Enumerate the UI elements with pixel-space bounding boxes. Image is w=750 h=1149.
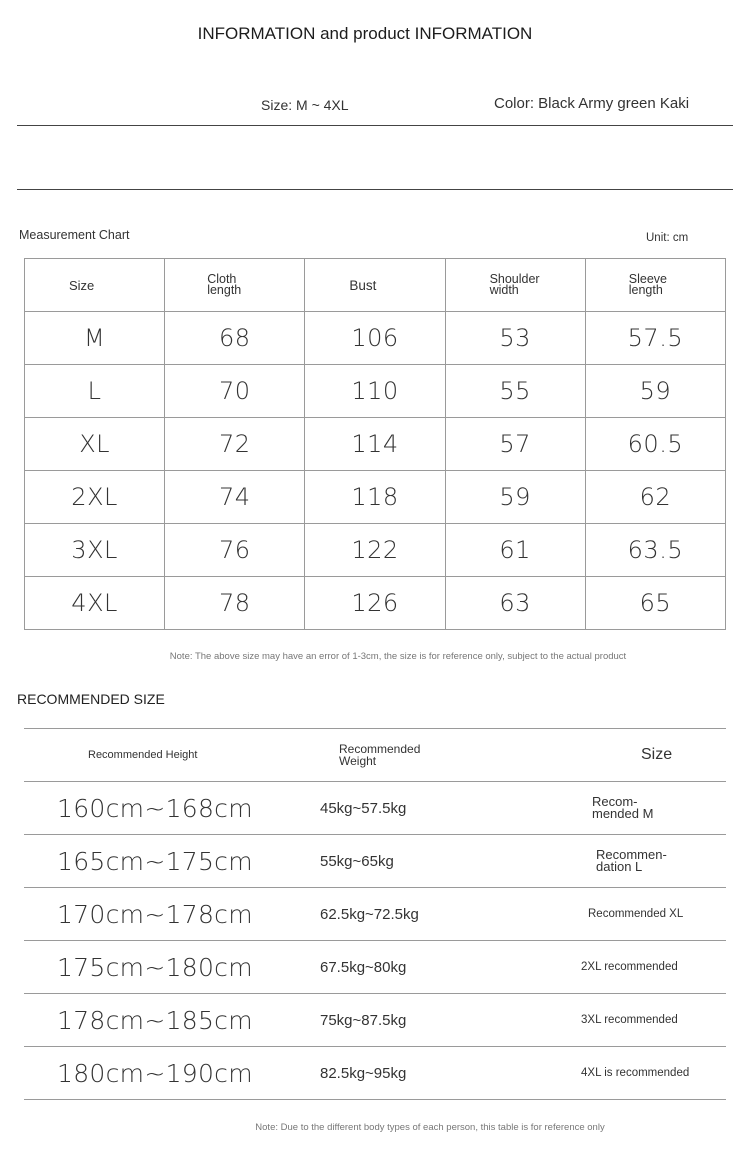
col-header-weight: Recommended Weight — [310, 729, 576, 782]
measurement-chart-title: Measurement Chart — [19, 228, 130, 242]
divider-bottom — [17, 189, 733, 190]
cell-size: L — [25, 365, 165, 418]
cell-cloth-length: 72 — [165, 418, 305, 471]
cell-bust: 126 — [305, 577, 445, 630]
col-header-cloth-length: Cloth length — [165, 259, 305, 312]
cell-shoulder-width: 59 — [445, 471, 585, 524]
cell-height: 180cm~190cm — [24, 1047, 310, 1100]
cell-sleeve-length: 60.5 — [585, 418, 725, 471]
cell-sleeve-length: 65 — [585, 577, 725, 630]
recommended-size-title: RECOMMENDED SIZE — [17, 691, 165, 707]
col-header-shoulder-width: Shoulder width — [445, 259, 585, 312]
measurement-header-row — [25, 259, 726, 312]
recommended-row — [24, 835, 726, 888]
cell-shoulder-width: 57 — [445, 418, 585, 471]
recommended-header-row — [24, 729, 726, 782]
cell-bust: 110 — [305, 365, 445, 418]
cell-height: 175cm~180cm — [24, 941, 310, 994]
cell-weight: 67.5kg~80kg — [310, 941, 576, 994]
cell-sleeve-length: 62 — [585, 471, 725, 524]
cell-bust: 122 — [305, 524, 445, 577]
recommended-row — [24, 941, 726, 994]
cell-height: 160cm~168cm — [24, 782, 310, 835]
cell-height: 170cm~178cm — [24, 888, 310, 941]
divider-top — [17, 125, 733, 126]
cell-size: 2XL — [25, 471, 165, 524]
col-header-bust: Bust — [305, 259, 445, 312]
size-range: Size: M ~ 4XL — [261, 97, 349, 113]
cell-cloth-length: 74 — [165, 471, 305, 524]
cell-weight: 82.5kg~95kg — [310, 1047, 576, 1100]
cell-weight: 75kg~87.5kg — [310, 994, 576, 1047]
cell-size: 3XL — [25, 524, 165, 577]
cell-cloth-length: 76 — [165, 524, 305, 577]
unit-label: Unit: cm — [646, 232, 689, 244]
cell-rec-size: Recommended XL — [576, 888, 726, 941]
measurement-row — [25, 312, 726, 365]
recommended-row — [24, 888, 726, 941]
cell-shoulder-width: 53 — [445, 312, 585, 365]
cell-sleeve-length: 57.5 — [585, 312, 725, 365]
cell-size: M — [25, 312, 165, 365]
cell-sleeve-length: 63.5 — [585, 524, 725, 577]
cell-shoulder-width: 63 — [445, 577, 585, 630]
cell-weight: 45kg~57.5kg — [310, 782, 576, 835]
recommended-table — [24, 728, 726, 1100]
cell-cloth-length: 70 — [165, 365, 305, 418]
measurement-table — [24, 258, 726, 630]
page-title: INFORMATION and product INFORMATION — [197, 24, 533, 43]
cell-bust: 118 — [305, 471, 445, 524]
recommended-row — [24, 1047, 726, 1100]
col-header-sleeve-length: Sleeve length — [585, 259, 725, 312]
recommended-row — [24, 994, 726, 1047]
measurement-row — [25, 577, 726, 630]
measurement-note: Note: The above size may have an error of 1-3cm, the size is for reference only, subject to the actual product — [169, 651, 627, 662]
cell-size: XL — [25, 418, 165, 471]
color-options: Color: Black Army green Kaki — [494, 95, 690, 112]
cell-height: 178cm~185cm — [24, 994, 310, 1047]
cell-shoulder-width: 55 — [445, 365, 585, 418]
recommended-note: Note: Due to the different body types of each person, this table is for reference only — [255, 1122, 605, 1133]
cell-cloth-length: 68 — [165, 312, 305, 365]
cell-weight: 55kg~65kg — [310, 835, 576, 888]
cell-shoulder-width: 61 — [445, 524, 585, 577]
cell-sleeve-length: 59 — [585, 365, 725, 418]
rec-size-text: Recommen-dation L — [596, 847, 667, 874]
cell-size: 4XL — [25, 577, 165, 630]
measurement-row — [25, 365, 726, 418]
cell-rec-size: 3XL recommended — [576, 994, 726, 1047]
cell-rec-size — [576, 782, 726, 835]
cell-rec-size: 4XL is recommended — [576, 1047, 726, 1100]
cell-height: 165cm~175cm — [24, 835, 310, 888]
cell-weight: 62.5kg~72.5kg — [310, 888, 576, 941]
measurement-row — [25, 471, 726, 524]
cell-bust: 114 — [305, 418, 445, 471]
measurement-row — [25, 524, 726, 577]
col-header-rec-size: Size — [576, 729, 726, 782]
col-header-height: Recommended Height — [24, 729, 310, 782]
cell-cloth-length: 78 — [165, 577, 305, 630]
cell-rec-size — [576, 835, 726, 888]
rec-size-text: Recom-mended M — [592, 794, 654, 821]
measurement-row — [25, 418, 726, 471]
cell-bust: 106 — [305, 312, 445, 365]
col-header-size: Size — [25, 259, 165, 312]
recommended-row — [24, 782, 726, 835]
cell-rec-size: 2XL recommended — [576, 941, 726, 994]
